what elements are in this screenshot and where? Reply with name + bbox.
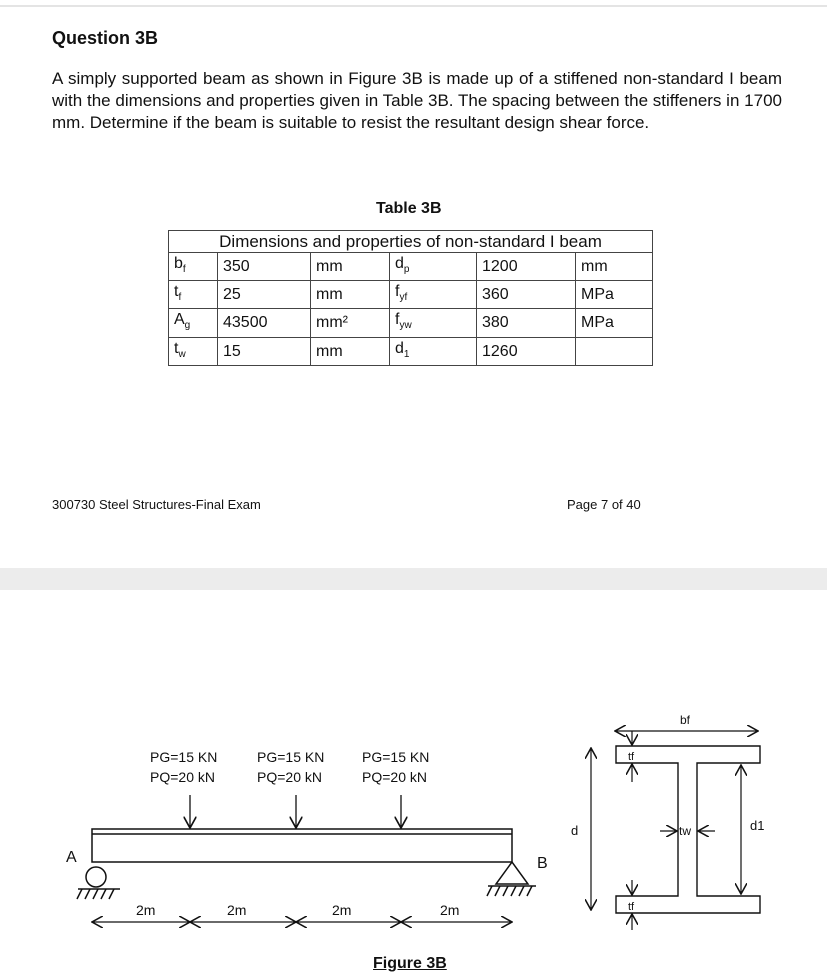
cell-text: mm² [316,314,348,332]
load-3-pg: PG=15 KN [362,749,430,765]
cell-text: A [174,311,185,329]
label-tf-top: tf [628,751,635,763]
load-arrows [190,795,401,828]
cell-subscript: yf [399,292,408,304]
label-tw: tw [679,824,691,838]
cell-subscript: 1 [403,348,410,360]
label-tf-bottom: tf [628,901,635,913]
cell-text: mm [316,258,343,276]
span-2-label: 2m [227,902,247,918]
cell-text: d [395,255,404,272]
cell-subscript: f [178,292,182,304]
span-4-label: 2m [440,902,460,918]
span-3-label: 2m [332,902,352,918]
cell-text: 1260 [482,342,518,360]
cell-text: 43500 [223,314,268,332]
question-text: A simply supported beam as shown in Figure 3B is made up of a stiffened non-standard I beam with the dimensions and properties given in Table 3B. The spacing between the stiffeners in 1700 mm. Determine if the beam is suitable to resist the resultant design shear force. [52,69,782,132]
cell-text: MPa [581,314,614,332]
footer-course: 300730 Steel Structures-Final Exam [52,497,261,512]
cell-text: t [174,339,179,357]
load-labels [150,749,429,785]
span-1-label: 2m [136,902,156,918]
label-d1: d1 [750,818,765,833]
support-b-label: B [537,855,548,872]
cell-subscript: yw [399,320,412,332]
cell-text: 25 [223,286,241,304]
load-1-pq: PQ=20 kN [150,769,215,785]
footer-page-number: Page 7 of 40 [567,497,641,512]
cell-text: d [395,339,404,357]
cell-text: mm [581,258,608,276]
load-2-pq: PQ=20 kN [257,769,322,785]
cell-text: t [174,283,179,301]
figure-caption: Figure 3B [373,955,447,972]
cell-text: 350 [223,258,250,276]
load-1-pg: PG=15 KN [150,749,218,765]
cell-text: 15 [223,342,241,360]
load-2-pg: PG=15 KN [257,749,325,765]
cell-text: MPa [581,286,614,304]
question-title: Question 3B [52,28,159,48]
support-b-pin [487,862,536,896]
cell-subscript: f [182,264,186,276]
label-d: d [571,823,579,838]
support-a-label: A [66,849,77,866]
table-title: Table 3B [376,200,442,217]
cell-text: f [395,311,400,329]
cell-text: 380 [482,314,509,332]
beam [92,829,512,862]
cell-subscript: g [184,320,191,332]
cell-subscript: w [178,348,186,360]
support-a-roller [77,867,120,899]
label-bf: bf [680,713,691,727]
cell-text: 1200 [482,258,518,276]
cell-text: mm [316,286,343,304]
table-header: Dimensions and properties of non-standard I beam [169,231,653,253]
cell-subscript: p [403,264,410,276]
load-3-pq: PQ=20 kN [362,769,427,785]
cell-text: f [395,283,400,301]
cell-text: 360 [482,286,509,304]
cell-text: b [174,255,183,272]
cell-text: mm [316,342,343,360]
